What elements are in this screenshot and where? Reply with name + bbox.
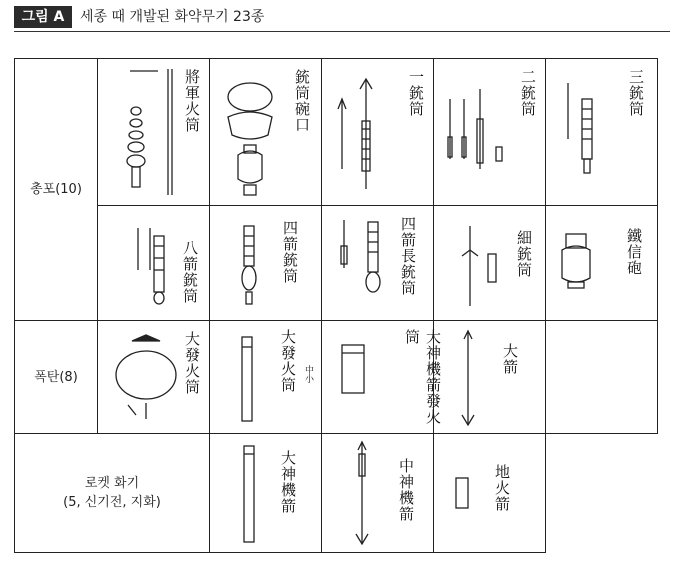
weapon-cell [434, 434, 546, 553]
row-label-bombs: 폭탄(8) [15, 321, 98, 434]
weapon-caption: 四箭長銃筒 [399, 216, 417, 296]
weapon-caption: 八箭銃筒 [181, 240, 199, 304]
weapon-cell [98, 321, 210, 434]
weapon-caption: 一銃筒 [407, 69, 425, 117]
weapon-caption: 鐵信砲 [625, 228, 643, 276]
weapon-caption: 地火箭 [493, 464, 511, 512]
weapon-caption: 四箭銃筒 [281, 220, 299, 284]
weapon-caption: 大箭 [501, 343, 519, 375]
row-label-guns: 총포(10) [15, 59, 98, 321]
weapon-cell [98, 59, 210, 206]
weapon-cell [322, 321, 442, 434]
weapon-cell [210, 59, 322, 206]
weapons-table [14, 58, 658, 553]
weapon-caption: 大發火筒 [279, 329, 297, 393]
header-divider [14, 31, 670, 32]
weapon-caption: 銃筒碗口 [293, 69, 311, 133]
large-arrow-illustration [434, 321, 545, 433]
rocket-large-illustration [210, 434, 321, 552]
figure-title: 세종 때 개발된 화약무기 23종 [80, 9, 265, 25]
weapon-caption: 三銃筒 [627, 69, 645, 117]
table-row [15, 206, 658, 321]
weapon-caption: 大神機箭 [279, 450, 297, 514]
table-row [15, 434, 658, 553]
figure-header [0, 0, 684, 34]
weapon-cell [546, 59, 658, 206]
weapon-cell [210, 321, 322, 434]
weapon-caption: 二銃筒 [519, 69, 537, 117]
weapon-caption: 細銃筒 [515, 230, 533, 278]
weapon-note: 中小 [303, 365, 313, 383]
weapon-cell [322, 59, 434, 206]
empty-cell [546, 321, 658, 434]
weapon-caption: 大發火筒 [183, 331, 201, 395]
weapon-cell [98, 206, 210, 321]
weapon-caption: 中神機箭 [397, 458, 415, 522]
weapon-cell [546, 206, 658, 321]
figure-badge: 그림 A [14, 6, 72, 28]
weapon-caption: 大神機箭發火筒 [403, 329, 442, 425]
weapon-cell [210, 434, 322, 553]
ground-fire-rocket-illustration [434, 434, 545, 552]
four-arrow-gun-illustration [210, 206, 321, 320]
row-label-rockets: 로켓 화기 (5, 신기전, 지화) [15, 434, 210, 553]
weapon-cell [210, 206, 322, 321]
weapon-cell [434, 321, 546, 434]
weapon-cell [322, 434, 434, 553]
table-row [15, 321, 658, 434]
weapon-caption: 將軍火筒 [183, 69, 201, 133]
weapon-cell [322, 206, 434, 321]
weapon-cell [434, 206, 546, 321]
table-row [15, 59, 658, 206]
weapon-cell [434, 59, 546, 206]
